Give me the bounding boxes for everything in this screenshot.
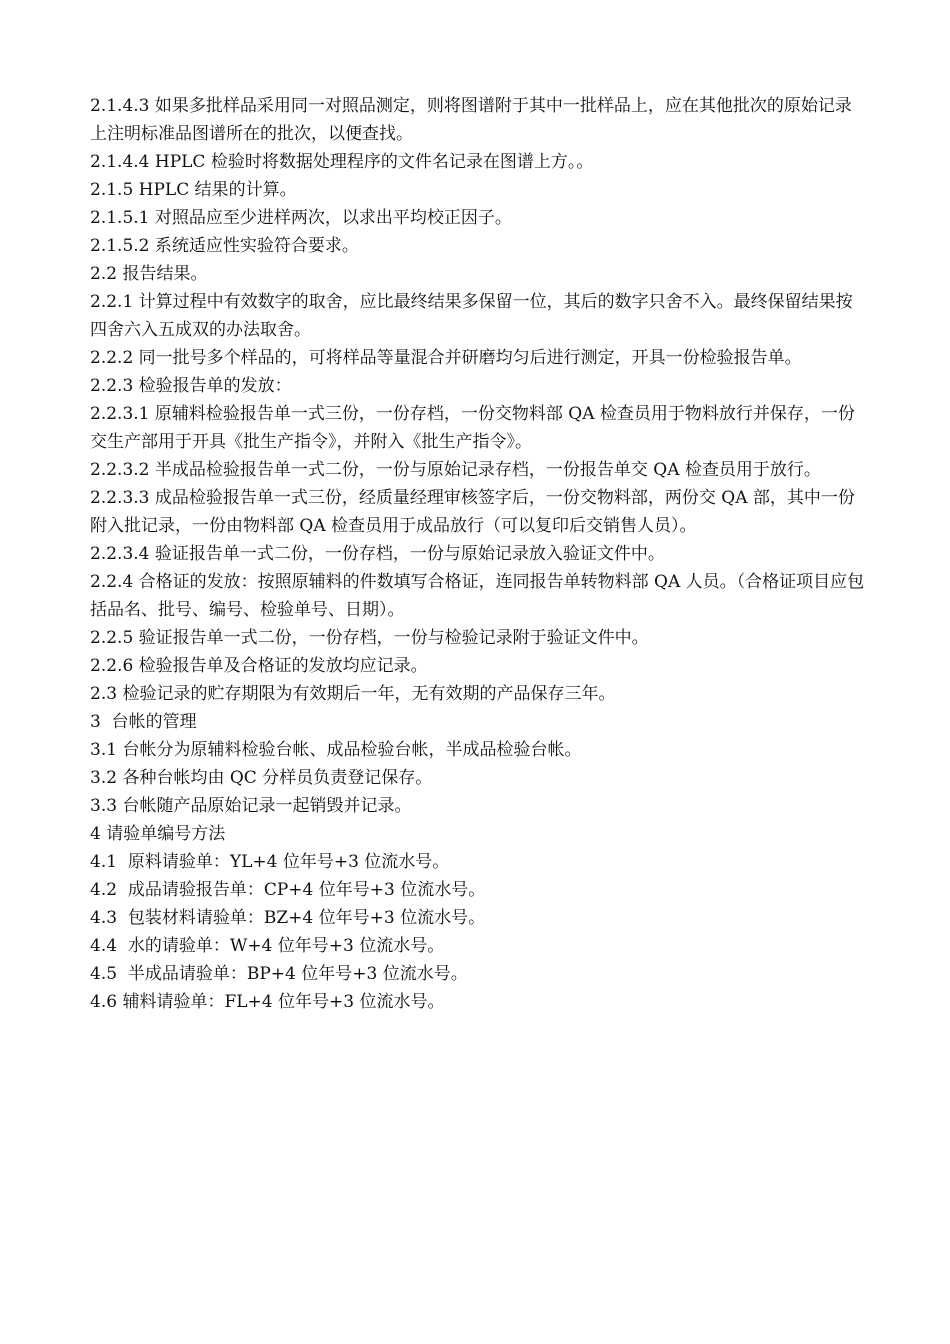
paragraph-2-2-2: 2.2.2 同一批号多个样品的，可将样品等量混合并研磨均匀后进行测定，开具一份检验报告单。 [90,348,802,368]
paragraph-4-5: 4.5 半成品请验单：BP+4 位年号+3 位流水号。 [90,964,468,984]
paragraph-4-1: 4.1 原料请验单：YL+4 位年号+3 位流水号。 [90,852,450,872]
paragraph-2-2-3-2: 2.2.3.2 半成品检验报告单一式二份，一份与原始记录存档，一份报告单交 QA 检查员用于放行。 [90,460,821,480]
paragraph-2-2-3-1: 2.2.3.1 原辅料检验报告单一式三份，一份存档，一份交物料部 QA 检查员用于物料放行并保存，一份交生产部用于开具《批生产指令》，并附入《批生产指令》。 [90,404,855,452]
document-body [90,92,865,1016]
paragraph-4-2: 4.2 成品请验报告单：CP+4 位年号+3 位流水号。 [90,880,486,900]
paragraph-4-3: 4.3 包装材料请验单：BZ+4 位年号+3 位流水号。 [90,908,486,928]
paragraph-2-2-4: 2.2.4 合格证的发放：按照原辅料的件数填写合格证，连同报告单转物料部 QA 人员。（合格证项目应包括品名、批号、编号、检验单号、日期）。 [90,572,865,620]
paragraph-2-2: 2.2 报告结果。 [90,264,208,284]
paragraph-4-4: 4.4 水的请验单：W+4 位年号+3 位流水号。 [90,936,445,956]
paragraph-2-2-1: 2.2.1 计算过程中有效数字的取舍，应比最终结果多保留一位，其后的数字只舍不入。最终保留结果按四舍六入五成双的办法取舍。 [90,292,853,340]
paragraph-4-6: 4.6 辅料请验单：FL+4 位年号+3 位流水号。 [90,992,445,1012]
paragraph-2-3: 2.3 检验记录的贮存期限为有效期后一年，无有效期的产品保存三年。 [90,684,616,704]
paragraph-3-3: 3.3 台帐随产品原始记录一起销毁并记录。 [90,796,412,816]
paragraph-2-1-4-4: 2.1.4.4 HPLC 检验时将数据处理程序的文件名记录在图谱上方。。 [90,152,594,172]
section-heading-3: 3 台帐的管理 [90,712,197,732]
paragraph-3-1: 3.1 台帐分为原辅料检验台帐、成品检验台帐，半成品检验台帐。 [90,740,582,760]
paragraph-2-2-3-3: 2.2.3.3 成品检验报告单一式三份，经质量经理审核签字后，一份交物料部，两份交 QA 部，其中一份附入批记录，一份由物料部 QA 检查员用于成品放行（可以复印后交销售人员）。 [90,488,855,536]
paragraph-2-1-5: 2.1.5 HPLC 结果的计算。 [90,180,297,200]
paragraph-2-1-5-2: 2.1.5.2 系统适应性实验符合要求。 [90,236,359,256]
paragraph-2-2-5: 2.2.5 验证报告单一式二份，一份存档，一份与检验记录附于验证文件中。 [90,628,649,648]
paragraph-3-2: 3.2 各种台帐均由 QC 分样员负责登记保存。 [90,768,433,788]
paragraph-2-1-5-1: 2.1.5.1 对照品应至少进样两次，以求出平均校正因子。 [90,208,512,228]
paragraph-2-2-3: 2.2.3 检验报告单的发放： [90,376,292,396]
paragraph-2-1-4-3: 2.1.4.3 如果多批样品采用同一对照品测定，则将图谱附于其中一批样品上，应在其他批次的原始记录上注明标准品图谱所在的批次，以便查找。 [90,96,852,144]
paragraph-2-2-6: 2.2.6 检验报告单及合格证的发放均应记录。 [90,656,428,676]
paragraph-2-2-3-4: 2.2.3.4 验证报告单一式二份，一份存档，一份与原始记录放入验证文件中。 [90,544,665,564]
section-heading-4: 4 请验单编号方法 [90,824,226,844]
